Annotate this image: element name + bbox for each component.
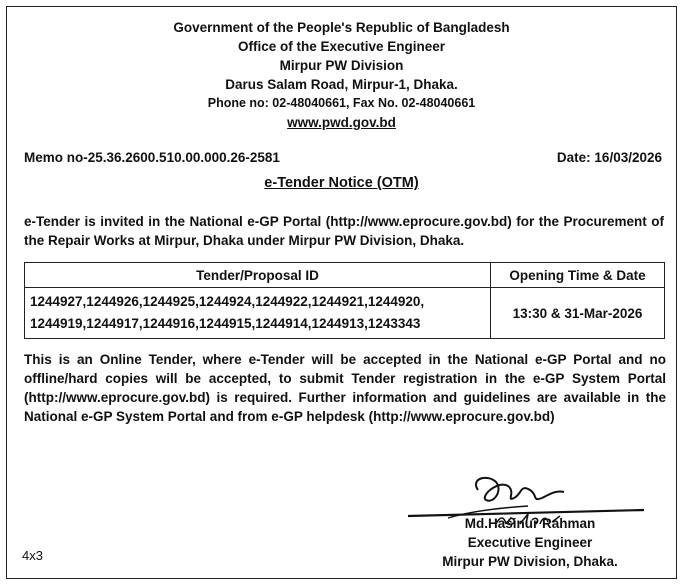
signatory-block bbox=[400, 514, 660, 571]
header-office: Office of the Executive Engineer bbox=[237, 39, 446, 54]
header-phone: Phone no: 02-48040661, Fax No. 02-48040661 bbox=[207, 96, 476, 110]
tender-ids-cell bbox=[25, 288, 491, 339]
signatory-office: Mirpur PW Division, Dhaka. bbox=[442, 554, 618, 569]
tender-table bbox=[24, 262, 665, 339]
memo-date: Date: 16/03/2026 bbox=[556, 150, 662, 165]
memo-number: Memo no-25.36.2600.510.00.000.26-2581 bbox=[24, 150, 280, 165]
opening-header: Opening Time & Date bbox=[491, 263, 665, 288]
header-website-link[interactable]: www.pwd.gov.bd bbox=[287, 115, 396, 130]
header-division: Mirpur PW Division bbox=[279, 58, 404, 73]
notice-title: e-Tender Notice (OTM) bbox=[264, 175, 419, 191]
signatory-name: Md.Hasinur Rahman bbox=[464, 516, 596, 531]
tender-ids-line-1: 1244927,1244926,1244925,1244924,1244922,1244921,1244920, bbox=[30, 294, 425, 309]
letterhead bbox=[0, 18, 683, 132]
table-row bbox=[25, 288, 665, 339]
tender-ids-line-2: 1244919,1244917,1244916,1244915,1244914,1244913,1243343 bbox=[30, 316, 421, 331]
opening-time-cell: 13:30 & 31-Mar-2026 bbox=[491, 288, 665, 339]
intro-paragraph: e-Tender is invited in the National e-GP Portal (http://www.eprocure.gov.bd) for the Procurement of the Repair Works at Mirpur, Dhaka under Mirpur PW Division, Dhaka. bbox=[24, 214, 664, 248]
tender-id-header: Tender/Proposal ID bbox=[25, 263, 491, 288]
header-government: Government of the People's Republic of Bangladesh bbox=[173, 20, 510, 35]
signatory-title: Executive Engineer bbox=[467, 535, 593, 550]
online-tender-paragraph: This is an Online Tender, where e-Tender will be accepted in the National e-GP Portal and no offline/hard copies will be accepted, to submit Tender registration in the e-GP System Portal (http://www.eprocure.gov.bd) is required. Further information and guidelines are available in the National e-GP System Portal and from e-GP helpdesk (http://www.eprocure.gov.bd) bbox=[24, 352, 666, 424]
table-header-row bbox=[25, 263, 665, 288]
header-address: Darus Salam Road, Mirpur-1, Dhaka. bbox=[225, 77, 458, 92]
corner-code: 4x3 bbox=[22, 548, 43, 563]
memo-row bbox=[24, 150, 662, 165]
